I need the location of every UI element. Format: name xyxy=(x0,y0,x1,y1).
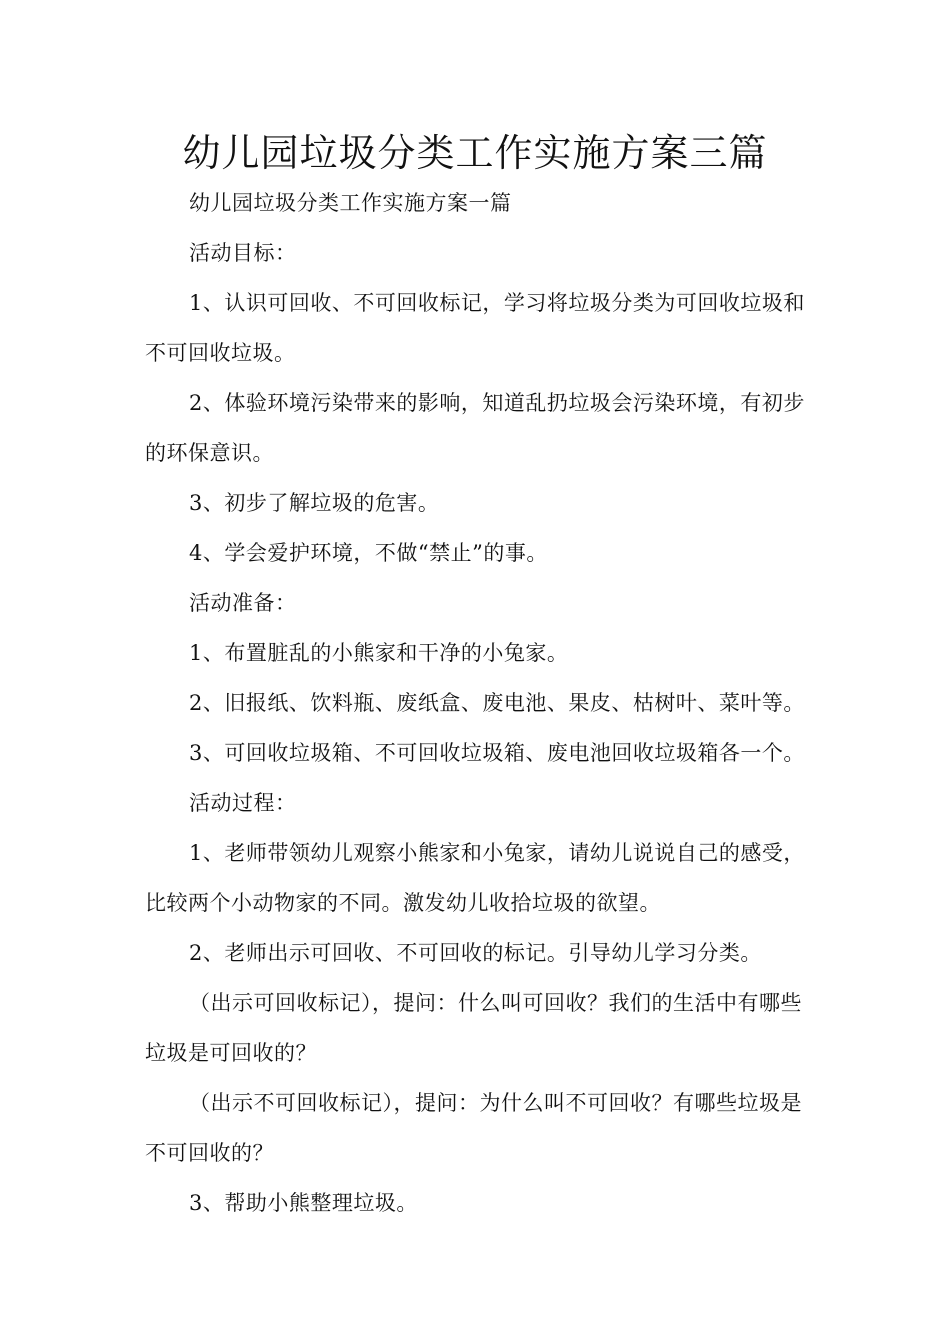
paragraph-prep-2: 2、旧报纸、饮料瓶、废纸盒、废电池、果皮、枯树叶、菜叶等。 xyxy=(189,691,805,715)
paragraph-prep-heading: 活动准备： xyxy=(189,591,297,615)
document-body xyxy=(145,178,817,1228)
paragraph-goal-3: 3、初步了解垃圾的危害。 xyxy=(189,491,440,515)
paragraph-goal-1: 1、认识可回收、不可回收标记，学习将垃圾分类为可回收垃圾和不可回收垃圾。 xyxy=(145,291,805,365)
paragraph-goal-4: 4、学会爱护环境，不做“禁止”的事。 xyxy=(189,541,548,565)
paragraph-prep-3: 3、可回收垃圾箱、不可回收垃圾箱、废电池回收垃圾箱各一个。 xyxy=(189,741,805,765)
paragraph-process-3: 3、帮助小熊整理垃圾。 xyxy=(189,1191,418,1215)
section-heading: 幼儿园垃圾分类工作实施方案一篇 xyxy=(189,191,512,215)
paragraph-goal-2: 2、体验环境污染带来的影响，知道乱扔垃圾会污染环境，有初步的环保意识。 xyxy=(145,391,805,465)
paragraph-goals-heading: 活动目标： xyxy=(189,241,297,265)
paragraph-process-1: 1、老师带领幼儿观察小熊家和小兔家，请幼儿说说自己的感受，比较两个小动物家的不同。激发幼儿收拾垃圾的欲望。 xyxy=(145,841,805,915)
paragraph-process-2: 2、老师出示可回收、不可回收的标记。引导幼儿学习分类。 xyxy=(189,941,762,965)
paragraph-process-2b: （出示不可回收标记），提问：为什么叫不可回收？有哪些垃圾是不可回收的？ xyxy=(145,1091,802,1165)
paragraph-prep-1: 1、布置脏乱的小熊家和干净的小兔家。 xyxy=(189,641,569,665)
paragraph-process-heading: 活动过程： xyxy=(189,791,297,815)
paragraph-process-2a: （出示可回收标记），提问：什么叫可回收？我们的生活中有哪些垃圾是可回收的？ xyxy=(145,991,802,1065)
document-title: 幼儿园垃圾分类工作实施方案三篇 xyxy=(182,131,768,175)
